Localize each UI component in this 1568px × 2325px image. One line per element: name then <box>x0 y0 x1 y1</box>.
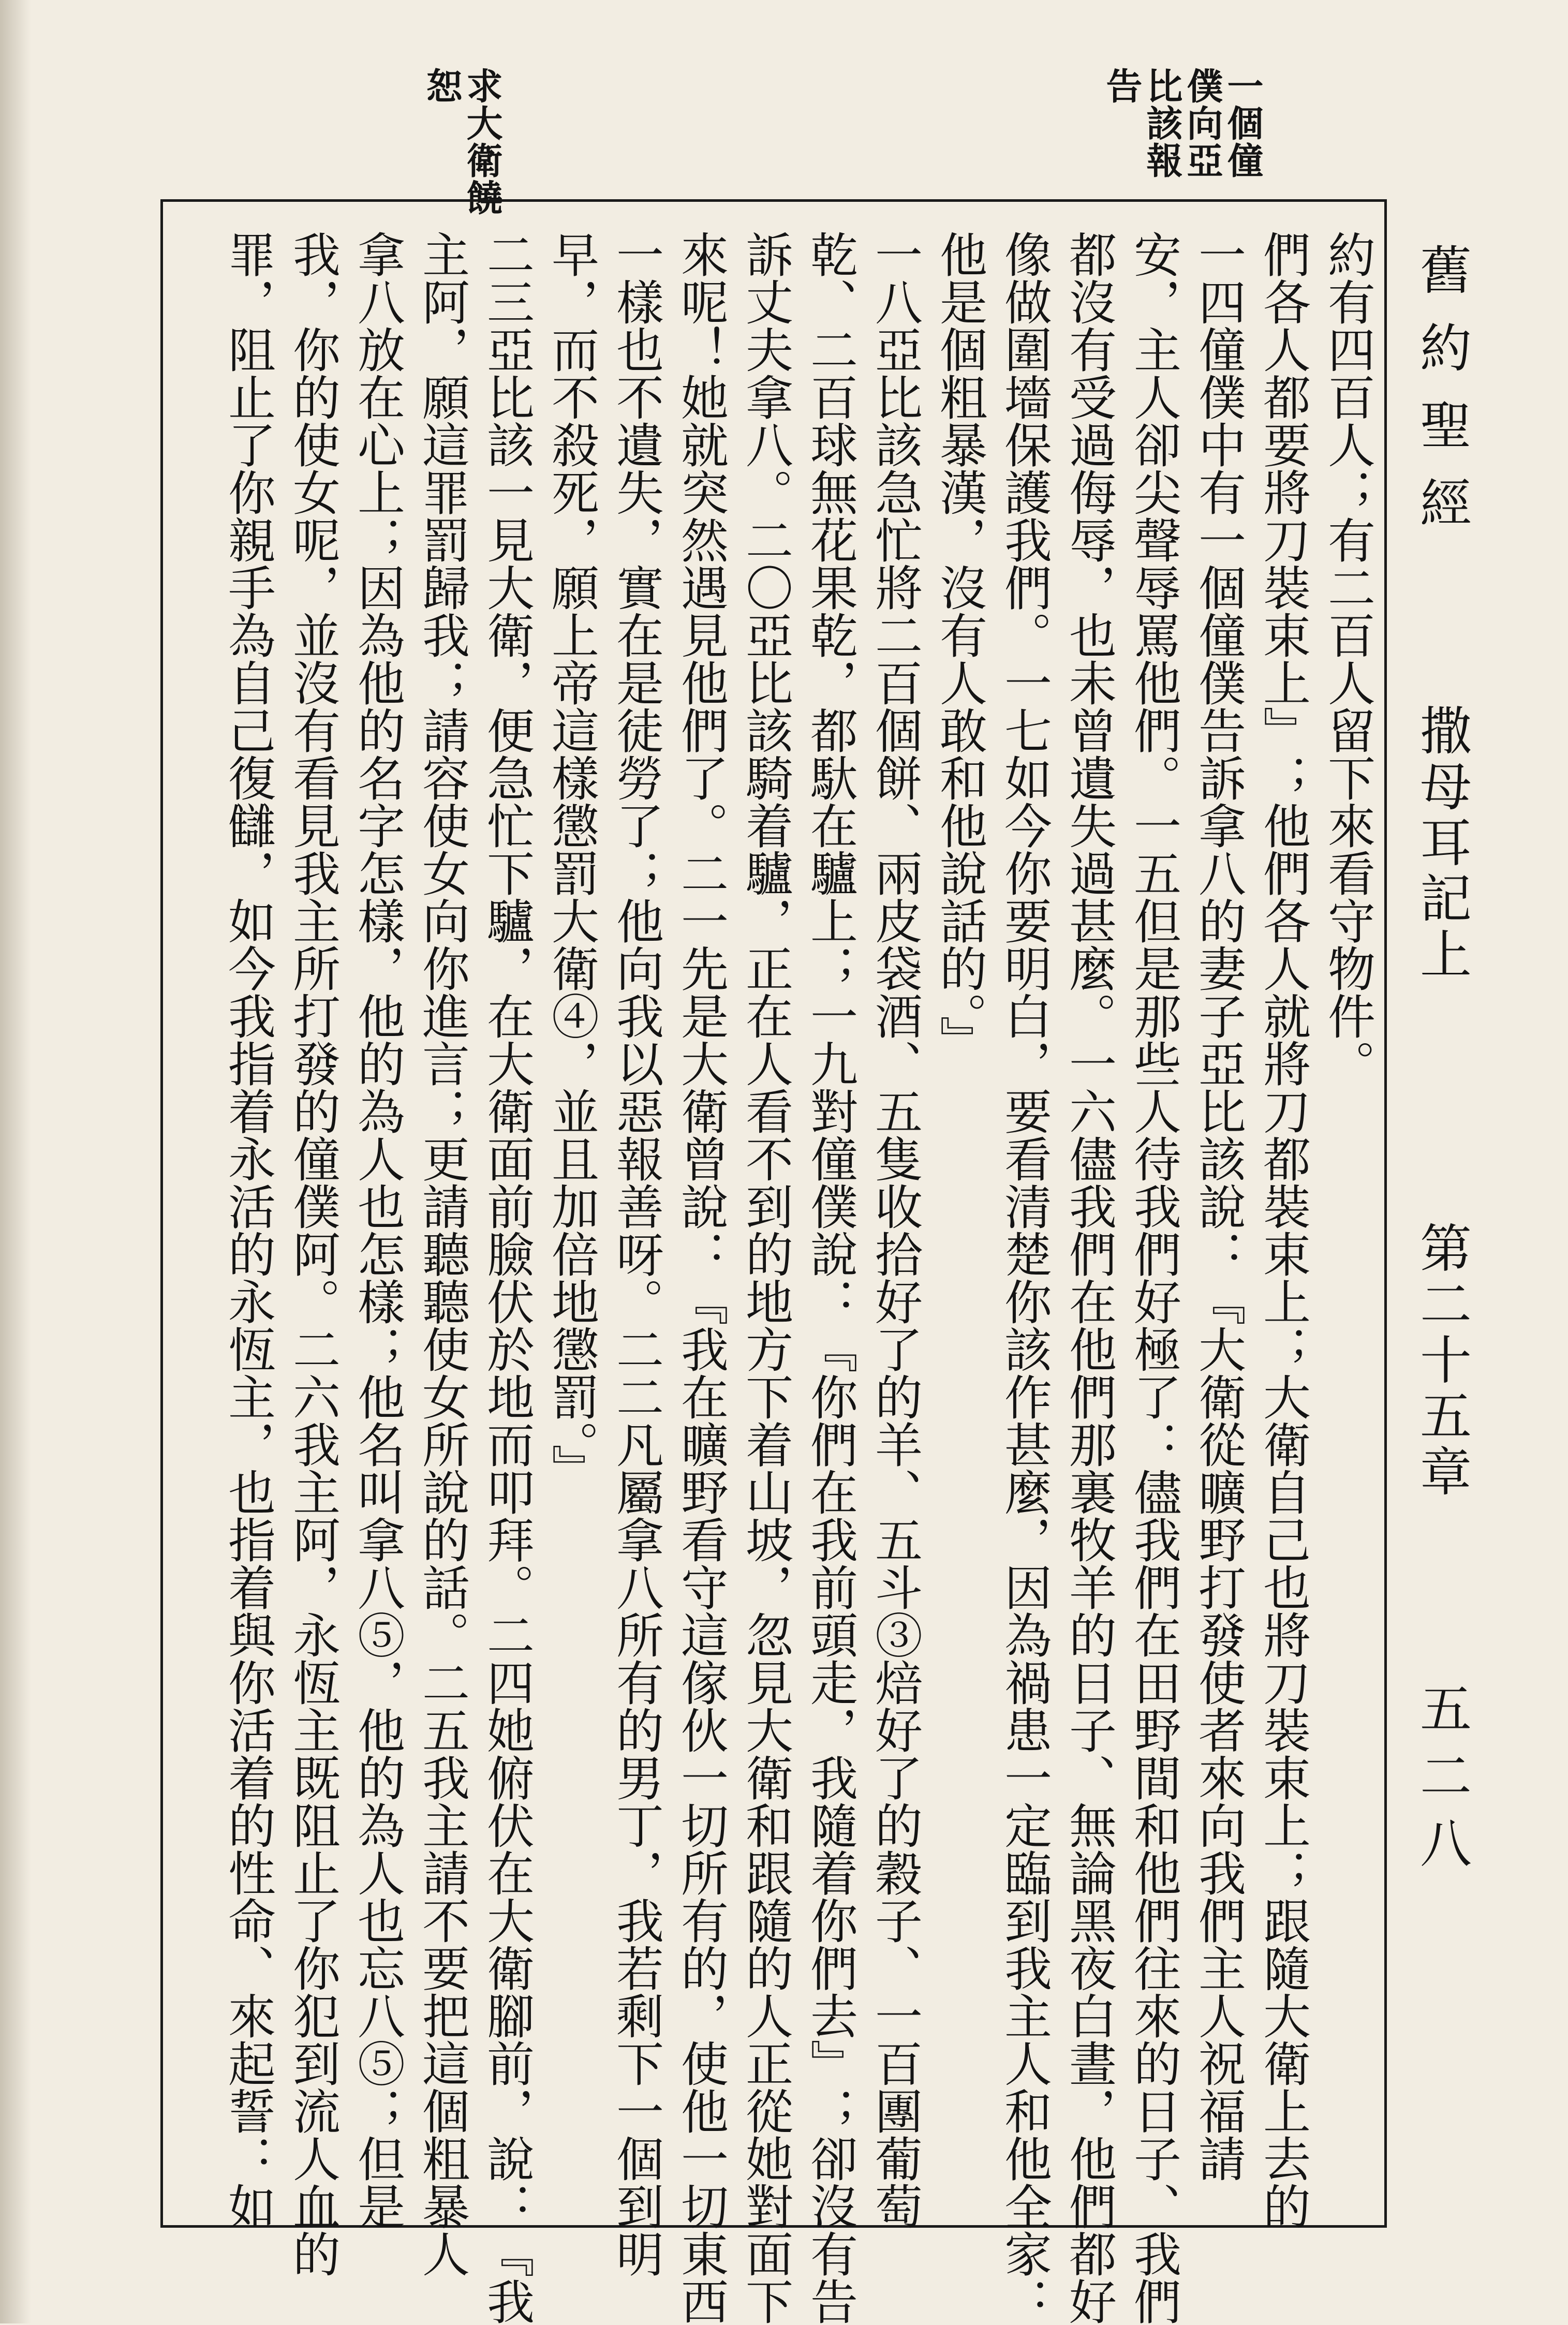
text-column: 訴丈夫拿八。二〇亞比該騎着驢，正在人看不到的地方下着山坡，忽見大衛和跟隨的人正從她對面下 <box>738 230 793 2325</box>
text-column: 安，主人卻尖聲辱罵他們。一五但是那些人待我們好極了：儘我們在田野間和他們往來的日子、我們 <box>1126 230 1181 2325</box>
text-frame <box>160 199 1387 2325</box>
text-column: 主阿，願這罪罰歸我；請容使女向你進言；更請聽聽使女所說的話。二五我主請不要把這個粗暴人 <box>415 230 470 2277</box>
side-note-plea-to-david: 求大衛饒恕 <box>420 67 504 216</box>
text-column: 乾、二百球無花果乾，都馱在驢上；一九對僮僕說：『你們在我前頭走，我隨着你們去』；卻沒有告 <box>803 230 858 2325</box>
text-column: 約有四百人；有二百人留下來看守物件。 <box>1320 230 1375 1087</box>
chapter-label: 第二十五章 <box>1411 1221 1472 1501</box>
text-column: 拿八放在心上；因為他的名字怎樣，他的為人也怎樣；他名叫拿八⑤，他的為人也忘八⑤；但是 <box>350 230 405 2230</box>
text-column: 一四僮僕中有一個僮僕告訴拿八的妻子亞比該說：『大衛從曠野打發使者來向我們主人祝福請 <box>1191 230 1246 2182</box>
page-number: 五二八 <box>1411 1682 1472 1884</box>
scan-edge-shadow <box>0 0 31 2323</box>
book-title: 舊約聖經 <box>1411 243 1472 554</box>
text-column: 我，你的使女呢，並沒有看見我主所打發的僮僕阿。二六我主阿，永恆主既阻止了你犯到流人血的 <box>285 230 341 2277</box>
text-column: 二三亞比該一見大衛，便急忙下驢，在大衛面前臉伏於地而叩拜。二四她俯伏在大衛腳前，說：『我 <box>479 230 535 2325</box>
section-title: 撒母耳記上 <box>1411 704 1472 983</box>
text-column: 一八亞比該急忙將二百個餅、兩皮袋酒、五隻收拾好了的羊、五斗③焙好了的穀子、一百團葡萄 <box>867 230 923 2230</box>
text-column: 一樣也不遺失，實在是徒勞了；他向我以惡報善呀。二二凡屬拿八所有的男丁，我若剩下一個到明 <box>609 230 664 2277</box>
text-column: 罪，阻止了你親手為自己復讎，如今我指着永活的永恆主，也指着與你活着的性命、來起誓：如 <box>220 230 276 2230</box>
text-column: 像做圍墻保護我們。一七如今你要明白，要看清楚你該作甚麼，因為禍患一定臨到我主人和他全家： <box>997 230 1052 2325</box>
text-column: 早，而不殺死，願上帝這樣懲罰大衛④，並且加倍地懲罰。』 <box>544 230 599 1492</box>
text-column: 都沒有受過侮辱，也未曾遺失過甚麼。一六儘我們在他們那裏牧羊的日子、無論黑夜白晝，他們都好 <box>1061 230 1117 2325</box>
text-column: 他是個粗暴漢，沒有人敢和他說話的。』 <box>932 230 987 1063</box>
text-column: 來呢！她就突然遇見他們了。二一先是大衛曾說：『我在曠野看守這傢伙一切所有的，使他一切東西 <box>673 230 729 2325</box>
side-note-servant-report: 一個僮僕向亞比該報告 <box>1100 67 1264 179</box>
text-column: 們各人都要將刀裝束上』；他們各人就將刀都裝束上；大衛自己也將刀裝束上；跟隨大衛上去的 <box>1255 230 1311 2230</box>
